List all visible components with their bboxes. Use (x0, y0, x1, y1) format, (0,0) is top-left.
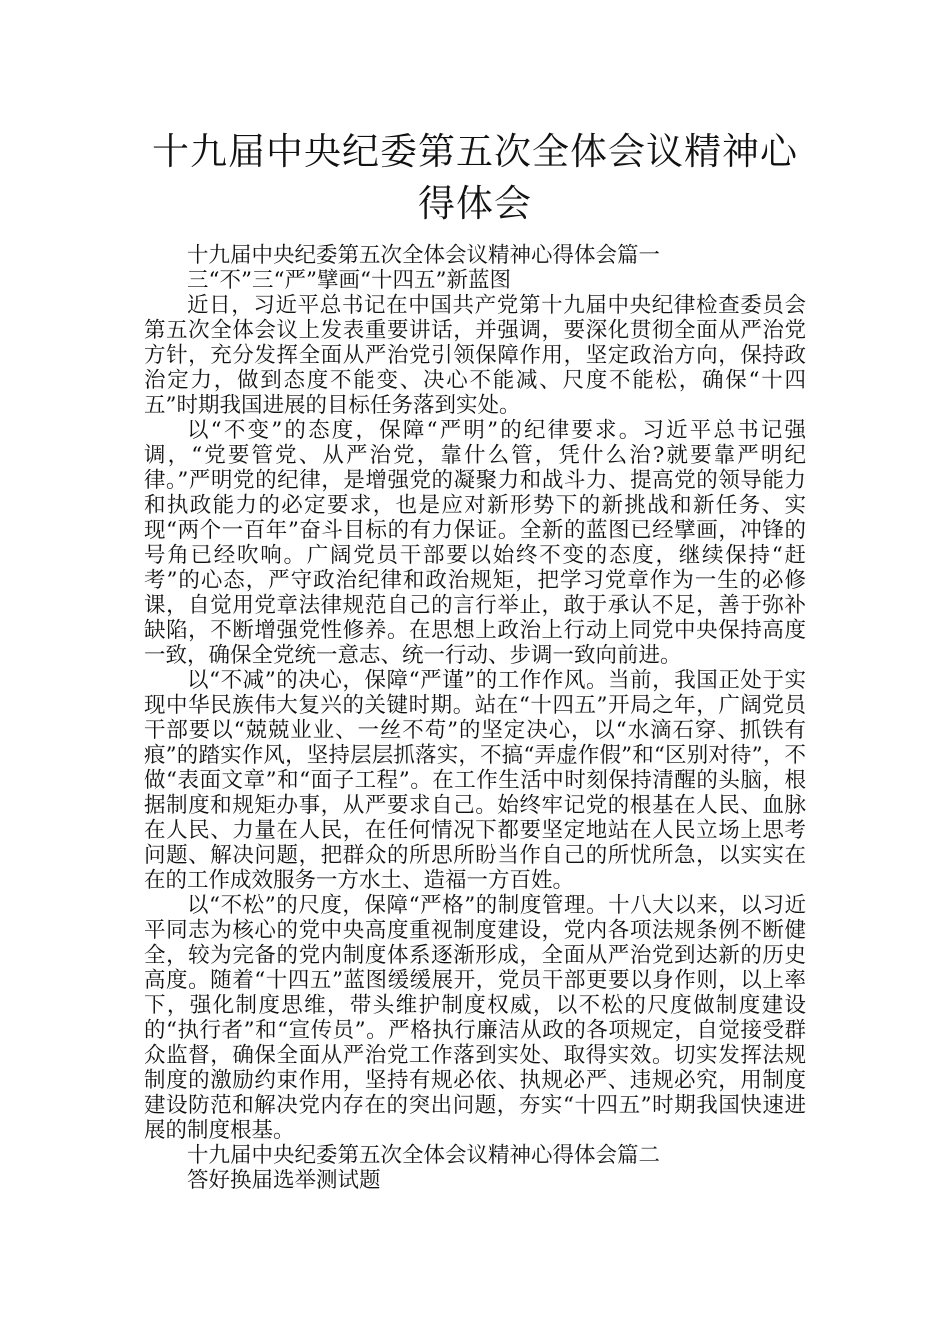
body-paragraph: 近日，习近平总书记在中国共产党第十九届中央纪律检查委员会第五次全体会议上发表重要讲话，并强调，要深化贯彻全面从严治党方针，充分发挥全面从严治党引领保障作用，坚定政治方向，保持政治定力，做到态度不能变、决心不能减、尺度不能松，确保“十四五”时期我国进展的目标任务落到实处。 (144, 293, 806, 418)
body-paragraph: 以“不减”的决心，保障“严谨”的工作作风。当前，我国正处于实现中华民族伟大复兴的关键时期。站在“十四五”开局之年，广阔党员干部要以“兢兢业业、一丝不苟”的坚定决心，以“水滴石穿、抓铁有痕”的踏实作风，坚持层层抓落实，不搞“弄虚作假”和“区别对待”，不做“表面文章”和“面子工程”。在工作生活中时刻保持清醒的头脑，根据制度和规矩办事，从严要求自己。始终牢记党的根基在人民、血脉在人民、力量在人民，在任何情况下都要坚定地站在人民立场上思考问题、解决问题，把群众的所思所盼当作自己的所忧所急，以实实在在的工作成效服务一方水土、造福一方百姓。 (144, 668, 806, 893)
body-paragraph: 以“不变”的态度，保障“严明”的纪律要求。习近平总书记强调，“党要管党、从严治党，靠什么管，凭什么治?就要靠严明纪律。”严明党的纪律，是增强党的凝聚力和战斗力、提高党的领导能力和执政能力的必定要求，也是应对新形势下的新挑战和新任务、实现“两个一百年”奋斗目标的有力保证。全新的蓝图已经擘画，冲锋的号角已经吹响。广阔党员干部要以始终不变的态度，继续保持“赶考”的心态，严守政治纪律和政治规矩，把学习党章作为一生的必修课，自觉用党章法律规范自己的言行举止，敢于承认不足，善于弥补缺陷，不断增强党性修养。在思想上政治上行动上同党中央保持高度一致，确保全党统一意志、统一行动、步调一致向前进。 (144, 418, 806, 668)
article-subtitle: 答好换届选举测试题 (187, 1168, 381, 1193)
document-title: 十九届中央纪委第五次全体会议精神心得体会 (152, 130, 798, 225)
article-subtitle: 三“不”三“严”擘画“十四五”新蓝图 (187, 268, 511, 293)
section-heading-1: 十九届中央纪委第五次全体会议精神心得体会篇一 (187, 243, 661, 268)
body-paragraph: 以“不松”的尺度，保障“严格”的制度管理。十八大以来，以习近平同志为核心的党中央高度重视制度建设，党内各项法规条例不断健全，较为完备的党内制度体系逐渐形成，全面从严治党到达新的历史高度。随着“十四五”蓝图缓缓展开，党员干部更要以身作则，以上率下，强化制度思维，带头维护制度权威，以不松的尺度做制度建设的“执行者”和“宣传员”。严格执行廉洁从政的各项规定，自觉接受群众监督，确保全面从严治党工作落到实处、取得实效。切实发挥法规制度的激励约束作用，坚持有规必依、执规必严、违规必究，用制度建设防范和解决党内存在的突出问题，夯实“十四五”时期我国快速进展的制度根基。 (144, 893, 806, 1143)
section-heading-2: 十九届中央纪委第五次全体会议精神心得体会篇二 (187, 1143, 661, 1168)
document-body (144, 243, 806, 1193)
